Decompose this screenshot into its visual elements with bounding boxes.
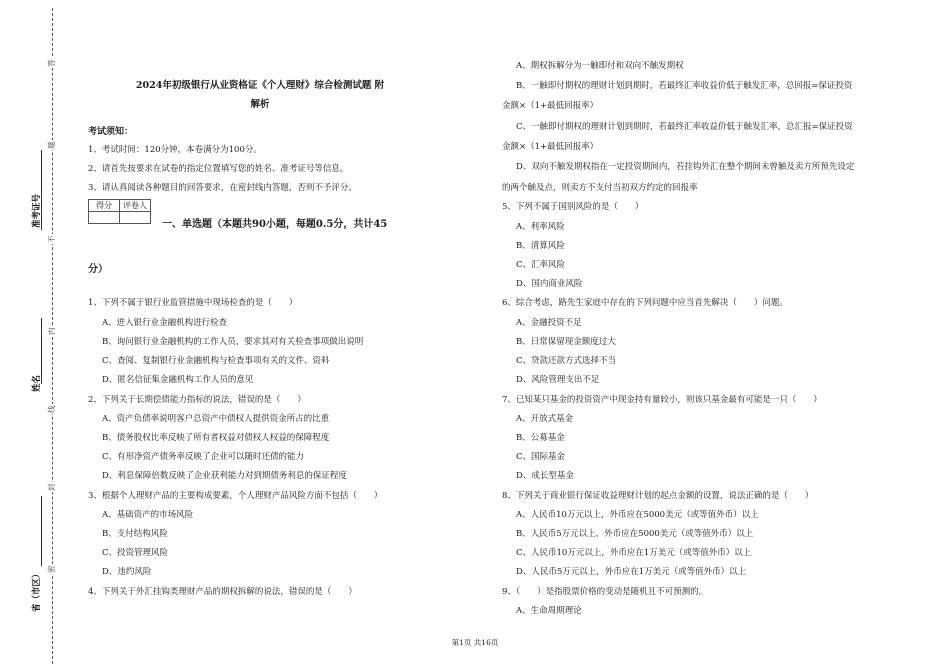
answer-option[interactable]: B、公募基金 xyxy=(516,433,565,443)
region-label: 省（市区） xyxy=(32,569,42,612)
answer-option[interactable]: B、一触即付期权的理财计划到期时，若最终汇率收益价低于触发汇率，总回报=保证投资 xyxy=(516,81,853,91)
answer-option[interactable]: D、成长型基金 xyxy=(516,471,574,481)
answer-option[interactable]: B、人民币5万元以上，外币应在5000美元（或等值外币）以上 xyxy=(516,529,754,539)
name-field-line xyxy=(41,318,42,384)
question-stem: 8、下列关于商业银行保证收益理财计划的起点金额的设置，说法正确的是（ ） xyxy=(502,491,814,501)
exam-id-label: 准考证号 xyxy=(32,193,42,228)
question-stem: 1、下列不属于银行业监管措施中现场检查的是（ ） xyxy=(88,298,298,308)
question-stem: 9、（ ）是指股票价格的变动是随机且不可预测的。 xyxy=(502,587,708,597)
reviewer-label: 评卷人 xyxy=(120,200,151,212)
question-stem: 5、下列不属于国别风险的是（ ） xyxy=(502,202,644,212)
answer-option[interactable]: A、基础资产的市场风险 xyxy=(102,510,194,520)
question-stem: 6、综合考虑，路先生家庭中存在的下列问题中应当首先解决（ ）问题。 xyxy=(502,298,788,308)
answer-option[interactable]: C、投资管理风险 xyxy=(102,548,169,558)
exam-id-field-line xyxy=(41,150,42,230)
answer-option[interactable]: C、查阅、复制银行业金融机构与检查事项有关的文件、资料 xyxy=(102,356,330,366)
title-line-2: 解析 xyxy=(250,99,270,110)
notice-item: 1、考试时间：120分钟，本卷满分为100分。 xyxy=(88,145,262,155)
section-heading-cont: 分） xyxy=(88,264,108,275)
answer-option[interactable]: A、利率风险 xyxy=(516,222,565,232)
answer-option[interactable]: D、国内商业风险 xyxy=(516,279,583,289)
question-stem: 4、下列关于外汇挂钩类理财产品的期权拆解的说法，错误的是（ ） xyxy=(88,587,357,597)
answer-option[interactable]: D、利息保障倍数反映了企业获利能力对到期债务利息的保证程度 xyxy=(102,471,347,481)
document-title xyxy=(110,76,410,114)
answer-option[interactable]: B、询问银行业金融机构的工作人员，要求其对有关检查事项做出说明 xyxy=(102,337,364,347)
seal-char-nei: 内 xyxy=(47,327,56,335)
score-cell[interactable] xyxy=(89,212,120,224)
answer-option[interactable]: C、一触即付期权的理财计划到期时，若最终汇率收益价低于触发汇率，总汇报=保证投资 xyxy=(516,122,853,132)
notice-item: 2、请首先按要求在试卷的指定位置填写您的姓名、准考证号等信息。 xyxy=(88,164,349,174)
answer-option[interactable]: A、期权拆解分为一触即付和双向不触发期权 xyxy=(516,61,684,71)
seal-char-da: 答 xyxy=(47,59,56,67)
answer-option-wrap: 金额×（1+最低回报率） xyxy=(502,101,599,111)
answer-option[interactable]: C、有形净资产债务率反映了企业可以随时还债的能力 xyxy=(102,452,305,462)
answer-option[interactable]: D、双向不触发期权指在一定投资期间内，若挂钩外汇在整个期间未曾触及卖方所预先设定 xyxy=(516,162,855,172)
answer-option-wrap: 的两个触及点，则卖方不支付当初双方约定的回报率 xyxy=(502,183,698,193)
answer-option[interactable]: C、国际基金 xyxy=(516,452,566,462)
answer-option[interactable]: A、进入银行业金融机构进行检查 xyxy=(102,318,228,328)
question-stem: 3、根据个人理财产品的主要构成要素，个人理财产品风险方面不包括（ ） xyxy=(88,491,383,501)
answer-option[interactable]: C、汇率风险 xyxy=(516,260,566,270)
answer-option[interactable]: C、贷款还款方式选择不当 xyxy=(516,356,617,366)
seal-char-ti: 题 xyxy=(47,141,56,149)
region-field-line xyxy=(41,496,42,566)
score-label: 得分 xyxy=(89,200,120,212)
notice-heading: 考试须知： xyxy=(88,127,134,137)
seal-char-xian: 线 xyxy=(47,405,56,413)
seal-char-feng: 封 xyxy=(47,483,56,491)
answer-option[interactable]: B、支付结构风险 xyxy=(102,529,168,539)
binding-margin xyxy=(0,0,62,671)
answer-option[interactable]: A、生命周期理论 xyxy=(516,606,582,616)
answer-option[interactable]: B、日常保留现金额度过大 xyxy=(516,337,616,347)
score-box xyxy=(88,199,151,224)
answer-option[interactable]: D、人民币5万元以上，外币应在1万美元（或等值外币）以上 xyxy=(516,567,747,577)
answer-option-wrap: 金额×（1+最低回报率） xyxy=(502,142,599,152)
seal-char-bu: 不 xyxy=(47,235,56,243)
answer-option[interactable]: D、匿名信征集金融机构工作人员的意见 xyxy=(102,375,254,385)
notice-item: 3、请认真阅读各种题目的回答要求，在密封线内答题，否则不予评分。 xyxy=(88,183,357,193)
answer-option[interactable]: B、清算风险 xyxy=(516,241,565,251)
answer-option[interactable]: A、开放式基金 xyxy=(516,414,574,424)
reviewer-cell[interactable] xyxy=(120,212,151,224)
title-line-1: 2024年初级银行从业资格证《个人理财》综合检测试题 附 xyxy=(135,80,385,91)
answer-option[interactable]: C、人民币10万元以上，外币应在1万美元（或等值外币）以上 xyxy=(516,548,752,558)
question-stem: 2、下列关于长期偿债能力指标的说法，错误的是（ ） xyxy=(88,395,306,405)
page-footer: 第1页 共16页 xyxy=(451,638,499,647)
answer-option[interactable]: D、风险管理支出不足 xyxy=(516,375,600,385)
answer-option[interactable]: D、违约风险 xyxy=(102,567,152,577)
name-label: 姓名 xyxy=(32,374,42,392)
seal-char-mi: 密 xyxy=(47,565,56,573)
question-stem: 7、已知某只基金的投资资产中现金持有量较小，则该只基金最有可能是一只（ ） xyxy=(502,395,822,405)
answer-option[interactable]: A、金融投资不足 xyxy=(516,318,582,328)
answer-option[interactable]: A、人民币10万元以上，外币应在5000美元（或等值外币）以上 xyxy=(516,510,759,520)
answer-option[interactable]: A、资产负债率说明客户总资产中债权人提供资金所占的比重 xyxy=(102,414,330,424)
section-heading: 一、单选题（本题共90小题，每题0.5分，共计45 xyxy=(162,219,388,230)
answer-option[interactable]: B、债务股权比率反映了所有者权益对债权人权益的保障程度 xyxy=(102,433,330,443)
